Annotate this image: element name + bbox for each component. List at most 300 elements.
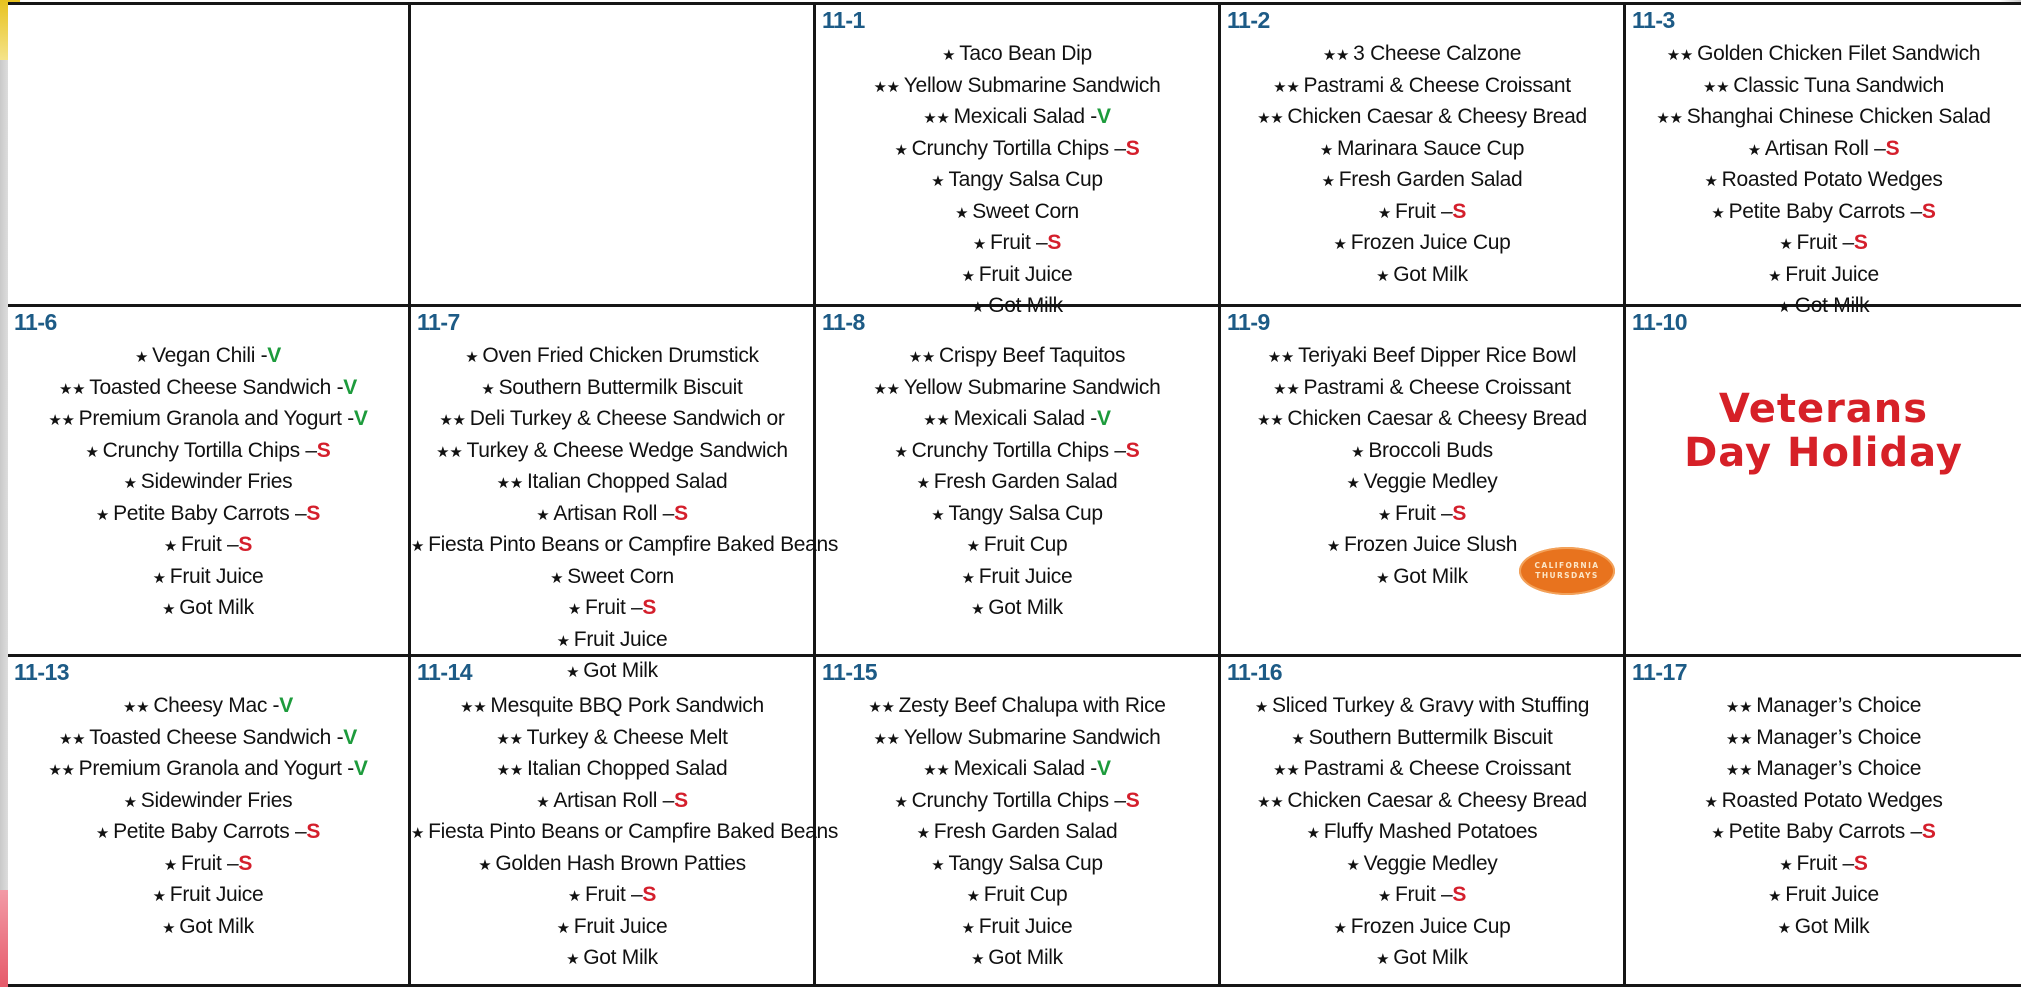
star-icon: ★ <box>1377 888 1391 905</box>
star-icon: ★ <box>966 888 980 905</box>
menu-item <box>816 912 1218 944</box>
star-icon: ★★ <box>460 699 487 716</box>
menu-item <box>411 499 813 531</box>
day-date: 11-14 <box>417 659 473 685</box>
star-icon: ★ <box>931 506 945 524</box>
star-icon: ★ <box>152 569 166 587</box>
menu-item-label: Marinara Sauce Cup <box>1336 136 1525 160</box>
menu-item <box>816 373 1218 405</box>
menu-item-label: Taco Bean Dip <box>959 42 1092 65</box>
star-icon: ★★ <box>1322 47 1350 64</box>
side-badge: S <box>642 596 657 619</box>
menu-item-label: Manager’s Choice <box>1756 694 1922 717</box>
menu-item-label: Manager’s Choice <box>1756 725 1922 749</box>
menu-item-label: Yellow Submarine Sandwich <box>903 725 1161 749</box>
menu-item-label: Sweet Corn <box>567 564 674 588</box>
menu-item <box>1626 723 2021 755</box>
day-date: 11-6 <box>14 309 57 335</box>
menu-item-label: Got Milk <box>179 596 254 619</box>
star-icon: ★ <box>916 825 930 842</box>
menu-item <box>816 691 1218 723</box>
star-icon: ★ <box>961 919 975 937</box>
menu-item <box>411 467 813 499</box>
menu-item-label: Fiesta Pinto Beans or Campfire Baked Beans <box>428 533 839 556</box>
menu-item <box>816 817 1218 849</box>
menu-list <box>411 691 839 975</box>
menu-item <box>1221 691 1623 723</box>
star-icon: ★ <box>162 601 176 618</box>
vegetarian-badge: V <box>343 375 357 399</box>
menu-item <box>8 530 408 562</box>
side-badge: S <box>1125 438 1140 462</box>
star-icon: ★★ <box>496 730 523 748</box>
vegetarian-badge: V <box>353 407 368 430</box>
menu-item-label: Fruit – <box>1395 199 1453 223</box>
california-thursdays-logo <box>1519 547 1615 595</box>
menu-item <box>8 817 408 849</box>
star-icon: ★ <box>1779 856 1793 874</box>
star-icon: ★ <box>1711 204 1725 222</box>
star-icon: ★ <box>536 506 550 524</box>
menu-item <box>1221 499 1623 531</box>
star-icon: ★ <box>566 664 580 681</box>
menu-item <box>1221 165 1623 197</box>
side-badge: S <box>674 501 688 525</box>
menu-item-label: Got Milk <box>1794 914 1870 938</box>
menu-list <box>1626 39 2021 323</box>
menu-item <box>1626 817 2021 849</box>
star-icon: ★ <box>1777 299 1791 316</box>
star-icon: ★ <box>550 569 564 587</box>
day-cell <box>411 657 839 987</box>
star-icon: ★★ <box>48 412 75 429</box>
side-badge: S <box>1885 136 1900 160</box>
menu-item <box>816 467 1218 499</box>
menu-calendar-grid <box>8 2 2021 987</box>
star-icon: ★★ <box>496 762 523 779</box>
menu-item-label: Fresh Garden Salad <box>933 820 1118 843</box>
star-icon: ★ <box>971 601 985 618</box>
menu-item <box>8 341 408 373</box>
menu-item <box>1626 134 2021 166</box>
menu-item <box>1221 341 1623 373</box>
menu-item-label: Pastrami & Cheese Croissant <box>1303 73 1571 97</box>
menu-item <box>411 723 813 755</box>
menu-item <box>411 912 813 944</box>
menu-item-label: Tangy Salsa Cup <box>948 168 1103 191</box>
menu-item-label: Fruit Juice <box>1785 262 1879 286</box>
menu-item-label: Fruit – <box>990 231 1048 254</box>
star-icon: ★ <box>1306 825 1320 842</box>
star-icon: ★ <box>1704 793 1718 811</box>
menu-item <box>816 228 1218 260</box>
menu-item-label: Fruit Juice <box>1785 883 1879 906</box>
star-icon: ★★ <box>1702 78 1730 96</box>
menu-list <box>816 39 1218 323</box>
menu-item-label: Got Milk <box>1393 946 1468 969</box>
star-icon: ★ <box>1376 951 1390 968</box>
menu-item <box>816 499 1218 531</box>
menu-item <box>411 786 813 818</box>
star-icon: ★ <box>961 569 975 587</box>
menu-item <box>8 723 408 755</box>
menu-item <box>1221 723 1623 755</box>
menu-item <box>411 373 813 405</box>
menu-item <box>1626 691 2021 723</box>
star-icon: ★★ <box>1656 110 1683 127</box>
menu-item <box>8 912 408 944</box>
side-badge: S <box>1452 199 1467 223</box>
menu-item-label: Fruit Juice <box>978 262 1073 286</box>
menu-item-label: Fruit – <box>1395 883 1453 906</box>
star-icon: ★ <box>894 141 908 159</box>
star-icon: ★ <box>1376 569 1390 587</box>
star-icon: ★ <box>123 793 137 811</box>
menu-item-label: Mexicali Salad - <box>953 757 1097 780</box>
star-icon: ★ <box>942 47 956 64</box>
side-badge: S <box>1125 136 1140 160</box>
menu-item-label: Got Milk <box>1393 262 1468 286</box>
holiday-line-1: Veterans <box>1718 386 1929 432</box>
star-icon: ★ <box>1351 443 1365 461</box>
menu-item <box>1221 71 1623 103</box>
menu-item <box>1221 134 1623 166</box>
menu-item <box>1221 197 1623 229</box>
day-date: 11-7 <box>417 309 460 335</box>
menu-item <box>411 754 813 786</box>
menu-item-label: Premium Granola and Yogurt - <box>78 757 354 780</box>
side-badge: S <box>306 501 321 525</box>
star-icon: ★★ <box>873 78 900 96</box>
menu-item <box>816 404 1218 436</box>
menu-item-label: Fruit Juice <box>978 914 1073 938</box>
menu-item <box>411 404 813 436</box>
menu-item <box>816 786 1218 818</box>
menu-item-label: Sliced Turkey & Gravy with Stuffing <box>1272 694 1590 717</box>
menu-item-label: Petite Baby Carrots – <box>1728 199 1922 223</box>
menu-item <box>1221 754 1623 786</box>
menu-item <box>816 71 1218 103</box>
menu-item <box>1626 849 2021 881</box>
day-cell <box>411 2 816 307</box>
menu-item-label: Chicken Caesar & Cheesy Bread <box>1287 105 1587 128</box>
menu-item-label: Mexicali Salad - <box>953 105 1097 128</box>
menu-item-label: Pastrami & Cheese Croissant <box>1303 375 1571 399</box>
star-icon: ★ <box>1377 506 1391 524</box>
star-icon: ★ <box>481 380 495 398</box>
menu-item-label: Golden Chicken Filet Sandwich <box>1697 42 1981 65</box>
star-icon: ★★ <box>496 475 523 492</box>
day-cell <box>1626 2 2021 317</box>
menu-item <box>411 530 839 562</box>
holiday-line-2: Day Holiday <box>1684 430 1963 476</box>
day-date: 11-16 <box>1227 659 1283 685</box>
side-badge: S <box>1452 501 1467 525</box>
menu-item-label: Southern Buttermilk Biscuit <box>1308 725 1553 749</box>
menu-item <box>816 39 1218 71</box>
menu-item-label: Deli Turkey & Cheese Sandwich or <box>469 407 785 430</box>
menu-item-label: Teriyaki Beef Dipper Rice Bowl <box>1298 344 1577 367</box>
menu-item <box>1626 39 2021 71</box>
menu-item <box>816 880 1218 912</box>
menu-item-label: Roasted Potato Wedges <box>1721 788 1943 812</box>
side-badge: S <box>1452 883 1467 906</box>
menu-item-label: Sweet Corn <box>972 199 1079 223</box>
menu-item <box>8 499 408 531</box>
menu-item-label: Petite Baby Carrots – <box>113 820 307 843</box>
star-icon: ★ <box>1319 141 1333 159</box>
vegetarian-badge: V <box>1097 407 1111 430</box>
menu-item <box>411 436 813 468</box>
menu-item <box>1221 102 1623 134</box>
day-date: 11-1 <box>822 7 865 33</box>
menu-item-label: Chicken Caesar & Cheesy Bread <box>1287 407 1587 430</box>
menu-item-label: Tangy Salsa Cup <box>948 501 1103 525</box>
star-icon: ★★ <box>439 412 466 429</box>
menu-item <box>411 943 813 975</box>
star-icon: ★ <box>972 236 986 253</box>
star-icon: ★ <box>1711 825 1725 842</box>
menu-item <box>816 197 1218 229</box>
star-icon: ★★ <box>58 730 86 748</box>
menu-item <box>1221 260 1623 292</box>
menu-item-label: Fiesta Pinto Beans or Campfire Baked Beans <box>428 820 839 843</box>
menu-item <box>8 880 408 912</box>
menu-item <box>8 593 408 625</box>
day-date: 11-15 <box>822 659 878 685</box>
side-badge: S <box>674 788 688 812</box>
menu-item <box>816 165 1218 197</box>
menu-item-label: Crispy Beef Taquitos <box>939 344 1126 367</box>
menu-item-label: 3 Cheese Calzone <box>1353 42 1522 65</box>
menu-item-label: Roasted Potato Wedges <box>1721 168 1943 191</box>
menu-list <box>1221 39 1623 291</box>
menu-item <box>8 404 408 436</box>
menu-item-label: Fresh Garden Salad <box>933 470 1118 493</box>
star-icon: ★ <box>536 793 550 811</box>
menu-item <box>1221 912 1623 944</box>
star-icon: ★ <box>1333 919 1347 937</box>
star-icon: ★ <box>1291 730 1305 748</box>
menu-item-label: Veggie Medley <box>1363 470 1498 493</box>
menu-list <box>1221 691 1623 975</box>
menu-item <box>8 562 408 594</box>
menu-item-label: Oven Fried Chicken Drumstick <box>482 344 759 367</box>
side-badge: S <box>1921 199 1936 223</box>
menu-item <box>1626 71 2021 103</box>
menu-item-label: Petite Baby Carrots – <box>113 501 307 525</box>
star-icon: ★ <box>1768 888 1782 905</box>
vegetarian-badge: V <box>353 757 368 780</box>
menu-item <box>816 943 1218 975</box>
menu-item-label: Got Milk <box>1794 294 1870 317</box>
star-icon: ★ <box>1321 173 1335 190</box>
menu-item <box>1626 228 2021 260</box>
star-icon: ★ <box>931 856 945 874</box>
menu-item-label: Fruit – <box>1796 231 1854 254</box>
menu-item <box>816 260 1218 292</box>
star-icon: ★ <box>1333 236 1347 253</box>
menu-item <box>816 134 1218 166</box>
star-icon: ★ <box>966 538 980 555</box>
menu-item-label: Sidewinder Fries <box>140 470 293 493</box>
menu-item <box>816 102 1218 134</box>
menu-item <box>1221 786 1623 818</box>
star-icon: ★★ <box>123 699 150 716</box>
menu-item-label: Got Milk <box>988 596 1063 619</box>
star-icon: ★★ <box>908 349 936 366</box>
menu-item <box>1221 943 1623 975</box>
star-icon: ★★ <box>436 443 463 461</box>
logo-line-2: THURSDAYS <box>1535 571 1599 580</box>
menu-item-label: Italian Chopped Salad <box>526 757 728 780</box>
menu-item <box>8 786 408 818</box>
menu-item-label: Fruit Cup <box>983 883 1068 906</box>
star-icon: ★ <box>478 856 492 874</box>
day-cell <box>1626 307 2021 657</box>
star-icon: ★★ <box>923 412 950 429</box>
menu-item-label: Crunchy Tortilla Chips – <box>102 438 317 462</box>
menu-item-label: Classic Tuna Sandwich <box>1733 73 1945 97</box>
day-cell <box>816 2 1221 317</box>
star-icon: ★ <box>163 538 177 555</box>
star-icon: ★★ <box>1725 762 1753 779</box>
menu-item-label: Fruit Juice <box>573 914 668 938</box>
menu-list <box>411 341 839 688</box>
star-icon: ★★ <box>923 110 950 127</box>
menu-item <box>1626 912 2021 944</box>
menu-item <box>816 530 1218 562</box>
vegetarian-badge: V <box>1097 757 1111 780</box>
menu-item-label: Premium Granola and Yogurt - <box>78 407 354 430</box>
star-icon: ★ <box>931 173 945 190</box>
star-icon: ★ <box>971 951 985 968</box>
menu-item-label: Got Milk <box>583 659 658 682</box>
menu-item-label: Mexicali Salad - <box>953 407 1097 430</box>
star-icon: ★ <box>411 538 425 555</box>
star-icon: ★ <box>162 919 176 937</box>
menu-item <box>1626 880 2021 912</box>
day-date: 11-8 <box>822 309 865 335</box>
day-cell <box>8 657 411 987</box>
menu-item <box>8 691 408 723</box>
side-badge: S <box>1125 788 1140 812</box>
menu-item-label: Pastrami & Cheese Croissant <box>1303 757 1571 780</box>
side-badge: S <box>1853 231 1868 254</box>
side-badge: S <box>306 820 321 843</box>
menu-item-label: Fruit Juice <box>169 564 264 588</box>
star-icon: ★ <box>85 443 99 461</box>
menu-item <box>411 625 813 657</box>
star-icon: ★ <box>95 506 110 524</box>
menu-item-label: Fruit – <box>1796 851 1854 875</box>
menu-item-label: Artisan Roll – <box>553 788 675 812</box>
star-icon: ★ <box>566 951 580 968</box>
star-icon: ★★ <box>1267 349 1295 366</box>
menu-item-label: Vegan Chili - <box>152 344 268 367</box>
menu-item-label: Southern Buttermilk Biscuit <box>498 375 743 399</box>
star-icon: ★ <box>1377 204 1391 222</box>
star-icon: ★ <box>95 825 110 842</box>
star-icon: ★★ <box>1725 730 1753 748</box>
day-date: 11-9 <box>1227 309 1270 335</box>
menu-item-label: Turkey & Cheese Melt <box>526 725 728 749</box>
menu-item <box>411 691 813 723</box>
menu-item-label: Fruit Cup <box>983 533 1068 556</box>
menu-item <box>8 467 408 499</box>
star-icon: ★★ <box>1666 47 1694 64</box>
menu-list <box>8 691 408 943</box>
star-icon: ★★ <box>1273 380 1300 398</box>
star-icon: ★ <box>961 267 975 285</box>
star-icon: ★ <box>152 888 166 905</box>
star-icon: ★ <box>1779 236 1793 253</box>
star-icon: ★★ <box>873 380 900 398</box>
star-icon: ★ <box>916 475 930 492</box>
star-icon: ★ <box>123 475 137 492</box>
menu-item <box>411 341 813 373</box>
menu-item <box>411 880 813 912</box>
star-icon: ★★ <box>1725 699 1753 716</box>
day-date: 11-10 <box>1632 309 1688 335</box>
star-icon: ★ <box>1376 267 1390 285</box>
menu-list <box>1626 691 2021 943</box>
menu-item-label: Yellow Submarine Sandwich <box>903 375 1161 399</box>
menu-item-label: Frozen Juice Slush <box>1343 533 1518 556</box>
menu-item <box>1221 880 1623 912</box>
star-icon: ★ <box>971 299 985 316</box>
vegetarian-badge: V <box>279 694 293 717</box>
menu-item <box>816 593 1218 625</box>
menu-item <box>8 849 408 881</box>
menu-item-label: Veggie Medley <box>1363 851 1498 875</box>
menu-item <box>1221 467 1623 499</box>
menu-item-label: Petite Baby Carrots – <box>1728 820 1922 843</box>
star-icon: ★★ <box>868 699 895 716</box>
menu-item <box>816 723 1218 755</box>
star-icon: ★ <box>1768 267 1782 285</box>
menu-item-label: Artisan Roll – <box>1764 136 1886 160</box>
menu-item <box>8 436 408 468</box>
menu-item-label: Toasted Cheese Sandwich - <box>89 725 344 749</box>
menu-list <box>816 691 1218 975</box>
menu-item-label: Fruit – <box>181 851 239 875</box>
menu-item <box>1221 373 1623 405</box>
menu-item-label: Crunchy Tortilla Chips – <box>911 438 1126 462</box>
star-icon: ★★ <box>1257 793 1284 811</box>
star-icon: ★ <box>1747 141 1761 159</box>
day-cell <box>1221 307 1626 657</box>
menu-item-label: Turkey & Cheese Wedge Sandwich <box>466 438 788 462</box>
star-icon: ★ <box>894 793 908 811</box>
day-date: 11-17 <box>1632 659 1688 685</box>
menu-item-label: Mesquite BBQ Pork Sandwich <box>490 694 764 717</box>
vegetarian-badge: V <box>267 344 282 367</box>
menu-item-label: Tangy Salsa Cup <box>948 851 1103 875</box>
menu-item-label: Got Milk <box>179 914 254 938</box>
menu-item <box>1221 404 1623 436</box>
menu-item <box>1626 102 2021 134</box>
menu-item <box>1626 260 2021 292</box>
menu-item <box>411 562 813 594</box>
menu-item <box>411 849 813 881</box>
menu-item-label: Shanghai Chinese Chicken Salad <box>1686 105 1991 128</box>
menu-item-label: Fruit – <box>1395 501 1453 525</box>
menu-item-label: Fluffy Mashed Potatoes <box>1323 820 1538 843</box>
star-icon: ★ <box>1777 919 1791 937</box>
menu-item <box>816 849 1218 881</box>
menu-item <box>411 817 839 849</box>
